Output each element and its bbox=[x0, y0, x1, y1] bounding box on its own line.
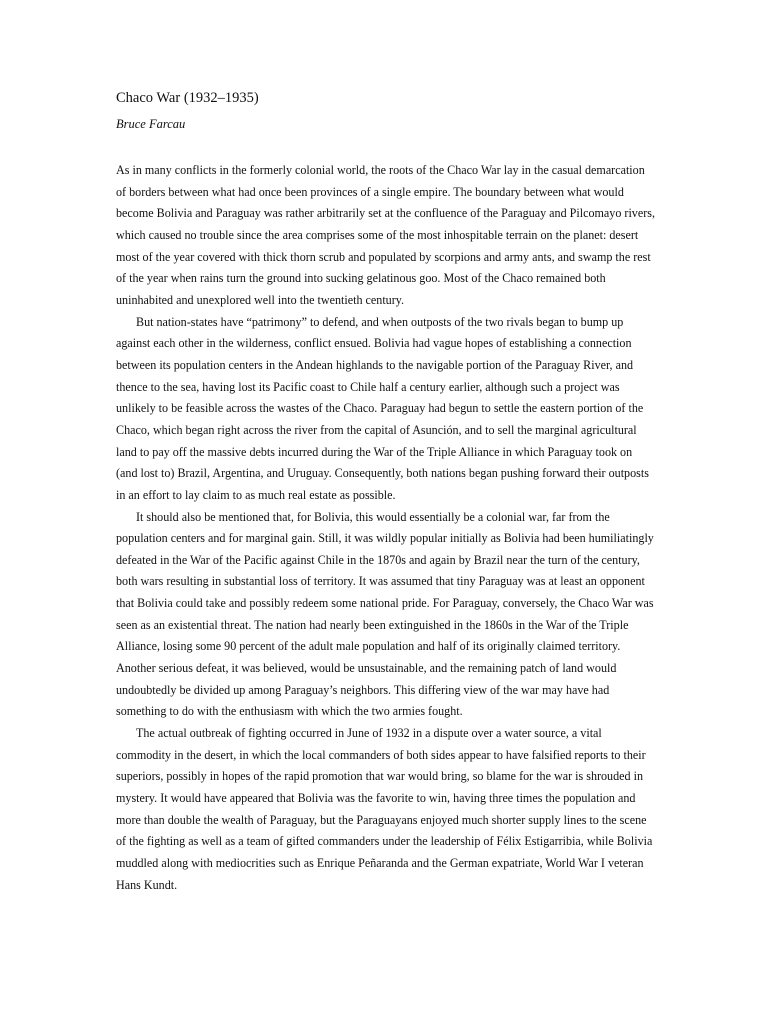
document-page bbox=[116, 88, 656, 896]
paragraph-1: As in many conflicts in the formerly colonial world, the roots of the Chaco War lay in the casual demarcation of borders between what had once been provinces of a single empire. The boundary between what would become Bolivia and Paraguay was rather arbitrarily set at the confluence of the Paraguay and Pilcomayo rivers, which caused no trouble since the area comprises some of the most inhospitable terrain on the planet: desert most of the year covered with thick thorn scrub and populated by scorpions and army ants, and swamp the rest of the year when rains turn the ground into sucking gelatinous goo. Most of the Chaco remained both uninhabited and unexplored well into the twentieth century. bbox=[116, 163, 655, 307]
document-author: Bruce Farcau bbox=[116, 117, 186, 131]
document-title: Chaco War (1932–1935) bbox=[116, 90, 259, 106]
paragraph-2: But nation-states have “patrimony” to defend, and when outposts of the two rivals began to bump up against each other in the wilderness, conflict ensued. Bolivia had vague hopes of establishing a connection between its population centers in the Andean highlands to the navigable portion of the Paraguay River, and thence to the sea, having lost its Pacific coast to Chile half a century earlier, although such a project was unlikely to be feasible across the wastes of the Chaco. Paraguay had begun to settle the eastern portion of the Chaco, which began right across the river from the capital of Asunción, and to sell the marginal agricultural land to pay off the massive debts incurred during the War of the Triple Alliance in which Paraguay took on (and lost to) Brazil, Argentina, and Uruguay. Consequently, both nations began pushing forward their outposts in an effort to lay claim to as much real estate as possible. bbox=[116, 314, 649, 502]
paragraph-3: It should also be mentioned that, for Bolivia, this would essentially be a colonial war, far from the population centers and for marginal gain. Still, it was wildly popular initially as Bolivia had been humiliatingly defeated in the War of the Pacific against Chile in the 1870s and again by Brazil near the turn of the century, both wars resulting in substantial loss of territory. It was assumed that tiny Paraguay was at least an opponent that Bolivia could take and possibly redeem some national pride. For Paraguay, conversely, the Chaco War was seen as an existential threat. The nation had nearly been extinguished in the 1860s in the War of the Triple Alliance, losing some 90 percent of the adult male population and half of its originally claimed territory. Another serious defeat, it was believed, would be unsustainable, and the remaining patch of land would undoubtedly be divided up among Paraguay’s neighbors. This differing view of the war may have had something to do with the enthusiasm with which the two armies fought. bbox=[116, 509, 654, 719]
paragraph-4: The actual outbreak of fighting occurred in June of 1932 in a dispute over a water source, a vital commodity in the desert, in which the local commanders of both sides appear to have falsified reports to their superiors, possibly in hopes of the rapid promotion that war would bring, so blame for the war is shrouded in mystery. It would have appeared that Bolivia was the favorite to win, having three times the population and more than double the wealth of Paraguay, but the Paraguayans enjoyed much shorter supply lines to the scene of the fighting as well as a team of gifted commanders under the leadership of Félix Estigarribia, while Bolivia muddled along with mediocrities such as Enrique Peñaranda and the German expatriate, World War I veteran Hans Kundt. bbox=[116, 726, 653, 892]
